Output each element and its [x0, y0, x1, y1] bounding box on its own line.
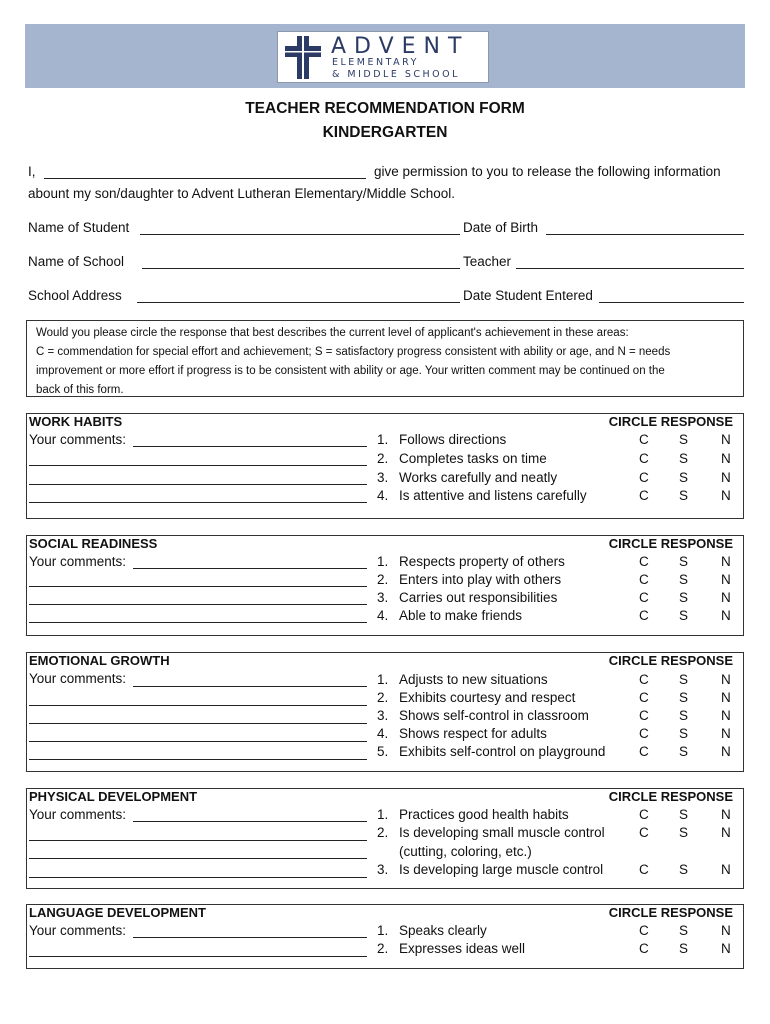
- list-item: 4. Able to make friends: [377, 608, 523, 623]
- section-social-readiness: [26, 535, 744, 636]
- comment-line[interactable]: [133, 568, 367, 569]
- comment-line[interactable]: [29, 484, 367, 485]
- response-c[interactable]: C: [639, 672, 649, 687]
- comment-line[interactable]: [29, 956, 367, 957]
- section-title: SOCIAL READINESS: [29, 536, 158, 551]
- permission-prefix: I,: [28, 164, 36, 179]
- list-item: 1. Respects property of others: [377, 554, 565, 569]
- permission-text-2: abount my son/daughter to Advent Lutheran Elementary/Middle School.: [28, 186, 456, 201]
- list-item: 2. Enters into play with others: [377, 572, 562, 587]
- response-c[interactable]: C: [639, 744, 649, 759]
- logo-name: ADVENT: [331, 34, 470, 59]
- response-s[interactable]: S: [679, 608, 689, 623]
- instructions-line: back of this form.: [36, 384, 124, 396]
- comment-line[interactable]: [133, 937, 367, 938]
- comments-label: Your comments:: [29, 671, 127, 686]
- comment-line[interactable]: [29, 759, 367, 760]
- response-n[interactable]: N: [721, 572, 731, 587]
- response-s[interactable]: S: [679, 941, 689, 956]
- response-c[interactable]: C: [639, 470, 649, 485]
- parent-name-field[interactable]: [44, 178, 366, 179]
- response-c[interactable]: C: [639, 608, 649, 623]
- list-item: 1. Speaks clearly: [377, 923, 487, 938]
- response-c[interactable]: C: [639, 708, 649, 723]
- response-s[interactable]: S: [679, 744, 689, 759]
- section-title: WORK HABITS: [29, 414, 123, 429]
- response-s[interactable]: S: [679, 451, 689, 466]
- comments-label: Your comments:: [29, 807, 127, 822]
- circle-response-header: CIRCLE RESPONSE: [608, 905, 733, 920]
- school-name-field[interactable]: [142, 268, 460, 269]
- response-s[interactable]: S: [679, 488, 689, 503]
- list-item: 1. Follows directions: [377, 432, 507, 447]
- response-s[interactable]: S: [679, 590, 689, 605]
- response-c[interactable]: C: [639, 451, 649, 466]
- response-n[interactable]: N: [721, 488, 731, 503]
- list-item: 2. Expresses ideas well: [377, 941, 526, 956]
- response-s[interactable]: S: [679, 432, 689, 447]
- list-item: 3. Is developing large muscle control: [377, 862, 604, 877]
- school-name-label: Name of School: [28, 254, 125, 269]
- instructions-line: Would you please circle the response that best describes the current level of applicant's achievement in these areas:: [36, 327, 629, 339]
- response-c[interactable]: C: [639, 807, 649, 822]
- comments-label: Your comments:: [29, 554, 127, 569]
- logo-subtitle-2: & MIDDLE SCHOOL: [332, 69, 460, 80]
- response-n[interactable]: N: [721, 825, 731, 840]
- cross-icon: [283, 35, 323, 80]
- response-n[interactable]: N: [721, 690, 731, 705]
- list-item: 4. Is attentive and listens carefully: [377, 488, 587, 503]
- response-s[interactable]: S: [679, 726, 689, 741]
- response-s[interactable]: S: [679, 554, 689, 569]
- section-language-development: [26, 904, 744, 969]
- response-s[interactable]: S: [679, 690, 689, 705]
- section-title: EMOTIONAL GROWTH: [29, 653, 170, 668]
- date-of-birth-field[interactable]: [546, 234, 744, 235]
- date-entered-label: Date Student Entered: [463, 288, 593, 303]
- list-item: 3. Shows self-control in classroom: [377, 708, 589, 723]
- student-name-field[interactable]: [140, 234, 460, 235]
- response-n[interactable]: N: [721, 807, 731, 822]
- section-title: LANGUAGE DEVELOPMENT: [29, 905, 206, 920]
- response-c[interactable]: C: [639, 554, 649, 569]
- teacher-field[interactable]: [516, 268, 744, 269]
- response-s[interactable]: S: [679, 708, 689, 723]
- response-n[interactable]: N: [721, 608, 731, 623]
- logo-subtitle-1: ELEMENTARY: [332, 57, 419, 68]
- response-s[interactable]: S: [679, 923, 689, 938]
- response-n[interactable]: N: [721, 470, 731, 485]
- school-address-label: School Address: [28, 288, 122, 303]
- response-c[interactable]: C: [639, 690, 649, 705]
- instructions-line: improvement or more effort if progress is to be consistent with ability or age. Your written comment may be continued on the: [36, 365, 665, 377]
- response-c[interactable]: C: [639, 590, 649, 605]
- response-n[interactable]: N: [721, 672, 731, 687]
- comment-line[interactable]: [29, 858, 367, 859]
- comment-line[interactable]: [133, 686, 367, 687]
- list-item: 5. Exhibits self-control on playground: [377, 744, 606, 759]
- response-c[interactable]: C: [639, 825, 649, 840]
- form-subtitle: KINDERGARTEN: [322, 124, 448, 141]
- response-c[interactable]: C: [639, 923, 649, 938]
- teacher-label: Teacher: [463, 254, 512, 269]
- comment-line[interactable]: [29, 586, 367, 587]
- comment-line[interactable]: [133, 446, 367, 447]
- response-s[interactable]: S: [679, 672, 689, 687]
- response-s[interactable]: S: [679, 807, 689, 822]
- date-of-birth-label: Date of Birth: [463, 220, 539, 235]
- list-item-continuation: (cutting, coloring, etc.): [399, 844, 532, 859]
- response-s[interactable]: S: [679, 862, 689, 877]
- response-c[interactable]: C: [639, 488, 649, 503]
- permission-text-1: give permission to you to release the following information: [374, 164, 721, 179]
- list-item: 3. Carries out responsibilities: [377, 590, 558, 605]
- list-item: 4. Shows respect for adults: [377, 726, 547, 741]
- response-c[interactable]: C: [639, 432, 649, 447]
- circle-response-header: CIRCLE RESPONSE: [608, 414, 733, 429]
- school-logo: [277, 31, 489, 83]
- circle-response-header: CIRCLE RESPONSE: [608, 789, 733, 804]
- response-n[interactable]: N: [721, 708, 731, 723]
- response-n[interactable]: N: [721, 862, 731, 877]
- response-n[interactable]: N: [721, 923, 731, 938]
- comment-line[interactable]: [29, 877, 367, 878]
- response-s[interactable]: S: [679, 572, 689, 587]
- response-s[interactable]: S: [679, 470, 689, 485]
- comment-line[interactable]: [29, 465, 367, 466]
- instructions-box: [26, 320, 744, 397]
- list-item: 1. Practices good health habits: [377, 807, 569, 822]
- section-emotional-growth: [26, 652, 744, 772]
- instructions-line: C = commendation for special effort and achievement; S = satisfactory progress consistent with ability or age, and N = needs: [36, 346, 671, 358]
- response-c[interactable]: C: [639, 862, 649, 877]
- section-title: PHYSICAL DEVELOPMENT: [29, 789, 198, 804]
- response-n[interactable]: N: [721, 744, 731, 759]
- comment-line[interactable]: [29, 741, 367, 742]
- circle-response-header: CIRCLE RESPONSE: [608, 536, 733, 551]
- list-item: 3. Works carefully and neatly: [377, 470, 558, 485]
- comments-label: Your comments:: [29, 432, 127, 447]
- comment-line[interactable]: [29, 502, 367, 503]
- comment-line[interactable]: [29, 604, 367, 605]
- response-c[interactable]: C: [639, 941, 649, 956]
- response-n[interactable]: N: [721, 590, 731, 605]
- list-item: 1. Adjusts to new situations: [377, 672, 548, 687]
- date-entered-field[interactable]: [599, 302, 744, 303]
- comment-line[interactable]: [29, 840, 367, 841]
- comments-label: Your comments:: [29, 923, 127, 938]
- response-n[interactable]: N: [721, 726, 731, 741]
- response-c[interactable]: C: [639, 572, 649, 587]
- section-physical-development: [26, 788, 744, 889]
- response-n[interactable]: N: [721, 941, 731, 956]
- list-item: 2. Completes tasks on time: [377, 451, 547, 466]
- response-n[interactable]: N: [721, 432, 731, 447]
- response-s[interactable]: S: [679, 825, 689, 840]
- response-n[interactable]: N: [721, 554, 731, 569]
- response-n[interactable]: N: [721, 451, 731, 466]
- comment-line[interactable]: [29, 705, 367, 706]
- student-name-label: Name of Student: [28, 220, 130, 235]
- response-c[interactable]: C: [639, 726, 649, 741]
- comment-line[interactable]: [29, 622, 367, 623]
- comment-line[interactable]: [133, 821, 367, 822]
- section-work-habits: [26, 413, 744, 519]
- comment-line[interactable]: [29, 723, 367, 724]
- list-item: 2. Is developing small muscle control: [377, 825, 605, 840]
- form-title: TEACHER RECOMMENDATION FORM: [245, 100, 525, 117]
- circle-response-header: CIRCLE RESPONSE: [608, 653, 733, 668]
- school-address-field[interactable]: [137, 302, 460, 303]
- list-item: 2. Exhibits courtesy and respect: [377, 690, 576, 705]
